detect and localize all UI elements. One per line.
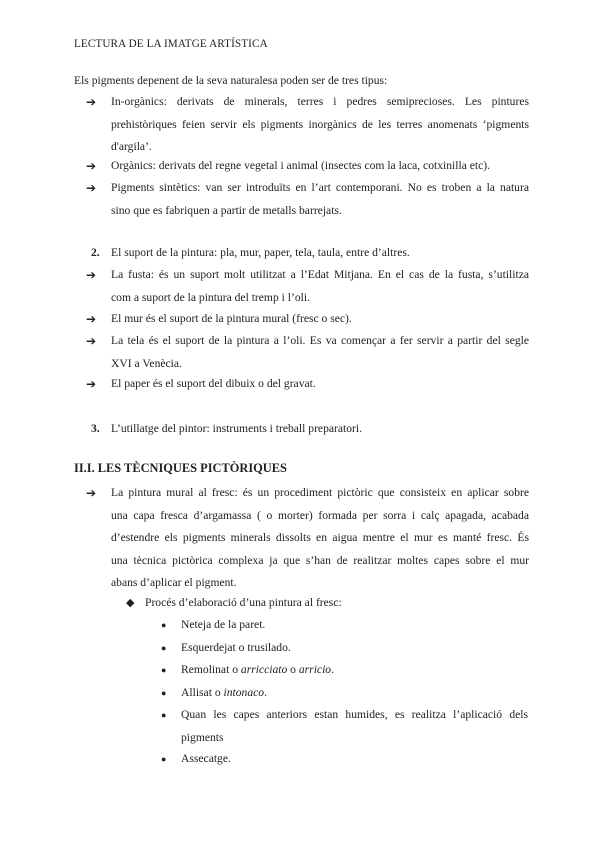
arrow-icon: ➔ [86, 268, 97, 282]
tools-heading: L’utillatge del pintor: instruments i treball preparatori. [111, 422, 363, 435]
list-item-wood: La fusta: és un suport molt utilitzat a l’Edat Mitjana. En el cas de la fusta, s’utilitza com a suport de la pintura del tremp i l’oli. [111, 268, 529, 304]
arrow-icon: ➔ [86, 95, 97, 109]
fresco-paragraph: La pintura mural al fresc: és un procediment pictòric que consisteix en aplicar sobre una capa fresca d’argamassa ( o morter) formada per sorra i calç apagada, acabada d’estendre els pigments minerals dissolts en aigua mentre el mur es manté fresc. És una tècnica pictòrica complexa ja que s’han de realitzar moltes capes sobre el mur abans d’aplicar el pigment. [111, 486, 529, 589]
step-item: Allisat o intonaco. [181, 686, 267, 699]
step-item: Quan les capes anteriors estan humides, es realitza l’aplicació dels pigments [181, 708, 528, 744]
list-number: 3. [91, 422, 100, 435]
bullet-icon: ● [161, 620, 167, 630]
bullet-icon: ● [161, 688, 167, 698]
page-header: LECTURA DE LA IMATGE ARTÍSTICA [74, 38, 268, 50]
bullet-icon: ● [161, 665, 167, 675]
support-heading: El suport de la pintura: pla, mur, paper, tela, taula, entre d’altres. [111, 246, 410, 259]
step-item: Esquerdejat o trusilado. [181, 641, 291, 654]
bullet-icon: ● [161, 643, 167, 653]
arrow-icon: ➔ [86, 334, 97, 348]
diamond-icon: ◆ [126, 597, 135, 609]
list-item-paper: El paper és el suport del dibuix o del gravat. [111, 377, 316, 390]
list-item-synthetic: Pigments sintètics: van ser introduïts en l’art contemporani. No es troben a la natura sino que es fabriquen a partir de metalls barrejats. [111, 181, 529, 217]
step-item: Assecatge. [181, 752, 231, 765]
list-number: 2. [91, 246, 100, 259]
list-item-wall: El mur és el suport de la pintura mural (fresc o sec). [111, 312, 352, 325]
arrow-icon: ➔ [86, 377, 97, 391]
step-item: Neteja de la paret. [181, 618, 266, 631]
step-item: Remolinat o arricciato o arricio. [181, 663, 334, 676]
arrow-icon: ➔ [86, 181, 97, 195]
section-heading: II.I. LES TÈCNIQUES PICTÒRIQUES [74, 461, 287, 475]
arrow-icon: ➔ [86, 486, 97, 500]
arrow-icon: ➔ [86, 159, 97, 173]
list-item-canvas: La tela és el suport de la pintura a l’oli. Es va començar a fer servir a partir del segle XVI a Venècia. [111, 334, 529, 370]
list-item-organic: Orgànics: derivats del regne vegetal i animal (insectes com la laca, cotxinilla etc). [111, 159, 491, 172]
list-item-inorganic: In-orgànics: derivats de minerals, terres i pedres semiprecioses. Les pintures prehistòriques feien servir els pigments inorgànics de les terres anomenats ‘pigments d'argila’. [111, 95, 529, 153]
process-heading: Procés d’elaboració d’una pintura al fresc: [145, 596, 342, 609]
intro-paragraph: Els pigments depenent de la seva naturalesa poden ser de tres tipus: [74, 74, 388, 87]
arrow-icon: ➔ [86, 312, 97, 326]
bullet-icon: ● [161, 754, 167, 764]
bullet-icon: ● [161, 710, 167, 720]
